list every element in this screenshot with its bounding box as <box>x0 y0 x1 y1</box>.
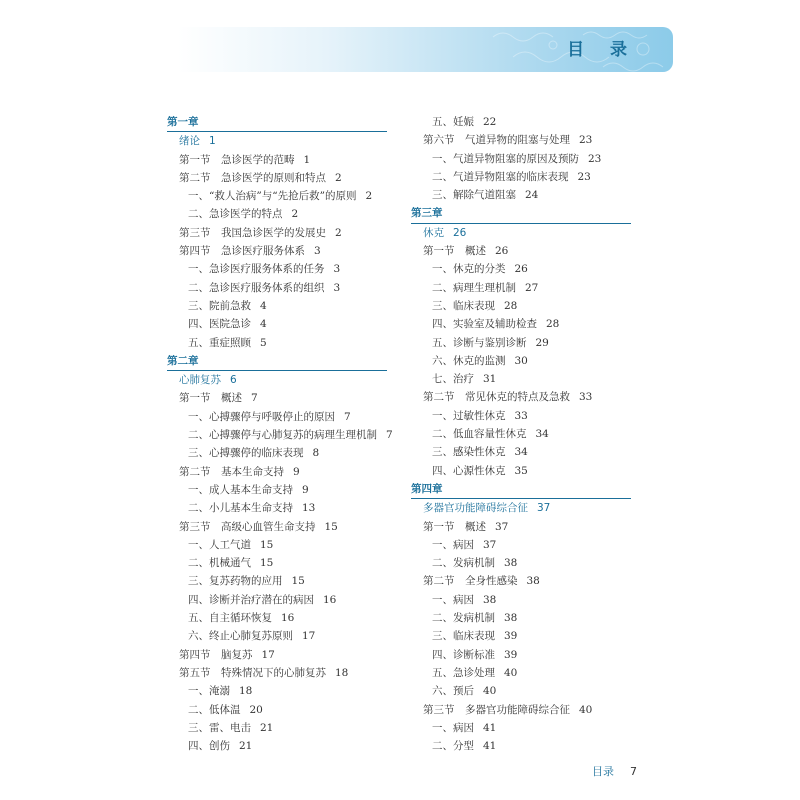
toc-chapter-title-box <box>423 499 550 517</box>
toc-entry-text: 第三节 多器官功能障碍综合征 <box>423 703 570 716</box>
toc-subsection-entry <box>167 481 393 499</box>
toc-section-entry <box>411 242 631 260</box>
toc-entry-page: 6 <box>230 374 237 387</box>
toc-entry-page: 38 <box>483 593 497 606</box>
toc-section-entry <box>411 701 631 719</box>
toc-entry-page: 5 <box>260 336 267 349</box>
chapter-label: 第一章 <box>167 116 199 128</box>
toc-entry-text: 六、预后 <box>432 685 474 698</box>
toc-subsection-entry <box>167 499 393 517</box>
toc-chapter-heading <box>411 480 631 499</box>
toc-entry-page: 4 <box>260 318 267 331</box>
toc-subsection-entry <box>167 591 393 609</box>
toc-subsection-entry <box>411 168 631 186</box>
chapter-label: 第二章 <box>167 354 199 367</box>
toc-entry-text: 绪论 <box>179 135 200 148</box>
toc-entry-text: 一、心搏骤停与呼吸停止的原因 <box>188 410 335 423</box>
toc-entry-page: 15 <box>324 520 338 533</box>
toc-entry-text: 第三节 高级心血管生命支持 <box>179 520 316 533</box>
toc-entry-page: 41 <box>483 721 497 734</box>
toc-entry-text: 一、急诊医疗服务体系的任务 <box>188 263 325 276</box>
toc-subsection-entry <box>411 370 631 388</box>
toc-entry-text: 一、“救人治病”与“先抢后救”的原则 <box>188 190 357 203</box>
toc-entry-page: 24 <box>525 189 539 202</box>
toc-entry-text: 心肺复苏 <box>179 374 221 387</box>
toc-entry-page: 26 <box>453 226 467 239</box>
toc-chapter-title <box>411 499 631 517</box>
toc-entry-page: 37 <box>537 502 551 515</box>
toc-chapter-title-box <box>179 132 216 150</box>
toc-entry-text: 第二节 常见休克的特点及急救 <box>423 391 570 404</box>
toc-entry-page: 40 <box>504 666 518 679</box>
toc-subsection-entry <box>411 150 631 168</box>
toc-entry-text: 三、临床表现 <box>432 299 495 312</box>
toc-entry-text: 二、小儿基本生命支持 <box>188 502 293 515</box>
toc-subsection-entry <box>411 609 631 627</box>
toc-entry-page: 17 <box>302 630 316 643</box>
toc-entry-text: 一、病因 <box>432 721 474 734</box>
toc-subsection-entry <box>167 279 393 297</box>
toc-subsection-entry <box>167 260 393 278</box>
page-footer <box>592 763 637 779</box>
toc-entry-page: 37 <box>483 538 497 551</box>
toc-entry-text: 四、诊断标准 <box>432 648 495 661</box>
toc-subsection-entry <box>411 682 631 700</box>
toc-entry-text: 一、成人基本生命支持 <box>188 483 293 496</box>
toc-chapter-title <box>411 224 631 242</box>
toc-section-entry <box>167 169 393 187</box>
toc-entry-page: 30 <box>514 354 528 367</box>
toc-entry-text: 三、复苏药物的应用 <box>188 575 283 588</box>
toc-entry-text: 五、重症照顾 <box>188 336 251 349</box>
toc-entry-page: 23 <box>588 152 602 165</box>
toc-entry-page: 41 <box>483 740 497 753</box>
toc-entry-page: 21 <box>239 740 253 753</box>
toc-subsection-entry <box>167 205 393 223</box>
toc-entry-text: 一、人工气道 <box>188 538 251 551</box>
toc-entry-text: 第二节 全身性感染 <box>423 575 518 588</box>
toc-entry-text: 三、心搏骤停的临床表现 <box>188 447 304 460</box>
toc-subsection-entry <box>411 664 631 682</box>
toc-section-entry <box>167 151 393 169</box>
toc-entry-text: 第一节 概述 <box>423 245 486 258</box>
toc-entry-page: 21 <box>260 721 274 734</box>
toc-entry-text: 一、过敏性休克 <box>432 409 506 422</box>
toc-subsection-entry <box>167 609 393 627</box>
toc-subsection-entry <box>411 186 631 204</box>
toc-subsection-entry <box>411 407 631 425</box>
toc-section-entry <box>167 463 393 481</box>
toc-entry-text: 第二节 急诊医学的原则和特点 <box>179 171 326 184</box>
toc-subsection-entry <box>411 334 631 352</box>
toc-entry-page: 34 <box>535 428 549 441</box>
header-band <box>178 27 673 72</box>
toc-entry-text: 第五节 特殊情况下的心肺复苏 <box>179 666 326 679</box>
toc-entry-page: 15 <box>260 557 274 570</box>
toc-entry-text: 第三节 我国急诊医学的发展史 <box>179 226 326 239</box>
toc-entry-page: 2 <box>291 208 299 221</box>
toc-entry-text: 第六节 气道异物的阻塞与处理 <box>423 134 570 147</box>
toc-entry-text: 六、休克的监测 <box>432 354 506 367</box>
toc-entry-page: 16 <box>281 612 295 625</box>
toc-entry-text: 二、急诊医疗服务体系的组织 <box>188 281 325 294</box>
toc-entry-page: 2 <box>335 226 342 239</box>
toc-entry-page: 1 <box>209 135 216 148</box>
toc-entry-text: 二、病理生理机制 <box>432 281 516 294</box>
toc-entry-page: 28 <box>504 299 518 312</box>
toc-entry-text: 五、妊娠 <box>432 116 474 128</box>
toc-subsection-entry <box>411 737 631 755</box>
toc-entry-text: 二、发病机制 <box>432 612 495 625</box>
toc-entry-text: 二、气道异物阻塞的临床表现 <box>432 170 569 183</box>
toc-entry-page: 39 <box>504 648 518 661</box>
toc-left-column <box>167 113 393 755</box>
toc-subsection-entry <box>411 443 631 461</box>
toc-section-entry <box>411 518 631 536</box>
toc-subsection-entry <box>167 572 393 590</box>
toc-subsection-entry <box>167 737 393 755</box>
toc-entry-page: 29 <box>535 336 549 349</box>
toc-entry-text: 多器官功能障碍综合征 <box>423 502 528 515</box>
toc-entry-text: 七、治疗 <box>432 373 474 386</box>
toc-entry-text: 第一节 概述 <box>423 520 486 533</box>
toc-entry-text: 一、淹溺 <box>188 685 230 698</box>
toc-entry-page: 3 <box>333 281 341 294</box>
toc-entry-page: 13 <box>302 502 316 515</box>
toc-entry-page: 34 <box>514 446 528 459</box>
toc-entry-text: 第二节 基本生命支持 <box>179 465 284 478</box>
toc-section-entry <box>167 664 393 682</box>
toc-entry-page: 2 <box>335 171 342 184</box>
toc-subsection-entry <box>167 682 393 700</box>
toc-entry-page: 16 <box>323 593 337 606</box>
toc-entry-page: 38 <box>526 575 540 588</box>
toc-subsection-entry <box>167 334 393 352</box>
toc-entry-text: 二、急诊医学的特点 <box>188 208 283 221</box>
toc-entry-page: 15 <box>291 575 305 588</box>
toc-subsection-entry <box>167 701 393 719</box>
toc-entry-text: 第四节 急诊医疗服务体系 <box>179 245 305 258</box>
toc-section-entry <box>167 646 393 664</box>
toc-chapter-title-box <box>423 224 466 242</box>
toc-subsection-entry <box>411 113 631 131</box>
toc-subsection-entry <box>411 462 631 480</box>
toc-entry-page: 3 <box>333 263 341 276</box>
toc-subsection-entry <box>411 279 631 297</box>
toc-entry-text: 四、医院急诊 <box>188 318 251 331</box>
toc-entry-page: 17 <box>261 648 275 661</box>
footer-label: 目录 <box>592 765 614 778</box>
toc-subsection-entry <box>411 591 631 609</box>
toc-entry-page: 8 <box>312 447 320 460</box>
toc-entry-page: 4 <box>260 299 267 312</box>
toc-subsection-entry <box>411 627 631 645</box>
toc-entry-page: 27 <box>525 281 539 294</box>
toc-entry-page: 26 <box>514 263 528 276</box>
toc-entry-text: 二、心搏骤停与心肺复苏的病理生理机制 <box>188 429 377 442</box>
chapter-label: 第四章 <box>411 482 443 495</box>
toc-entry-text: 五、自主循环恢复 <box>188 612 272 625</box>
toc-entry-text: 一、休克的分类 <box>432 263 506 276</box>
toc-subsection-entry <box>411 646 631 664</box>
toc-entry-text: 二、低体温 <box>188 703 241 716</box>
toc-entry-page: 26 <box>495 245 509 258</box>
toc-chapter-title-box <box>179 371 237 389</box>
toc-subsection-entry <box>167 719 393 737</box>
toc-entry-page: 15 <box>260 538 274 551</box>
toc-entry-page: 22 <box>483 116 497 128</box>
toc-entry-page: 9 <box>293 465 300 478</box>
toc-entry-text: 二、低血容量性休克 <box>432 428 527 441</box>
toc-entry-text: 二、机械通气 <box>188 557 251 570</box>
toc-entry-page: 38 <box>504 612 518 625</box>
toc-chapter-heading <box>167 113 387 132</box>
toc-section-entry <box>167 242 393 260</box>
toc-entry-text: 第一节 急诊医学的范畴 <box>179 153 295 166</box>
toc-entry-page: 39 <box>504 630 518 643</box>
toc-entry-page: 18 <box>239 685 253 698</box>
toc-chapter-heading <box>167 352 387 371</box>
toc-subsection-entry <box>167 297 393 315</box>
toc-subsection-entry <box>167 554 393 572</box>
toc-entry-text: 一、病因 <box>432 538 474 551</box>
toc-entry-text: 一、病因 <box>432 593 474 606</box>
toc-entry-page: 1 <box>303 153 311 166</box>
toc-subsection-entry <box>411 536 631 554</box>
toc-entry-page: 40 <box>579 703 593 716</box>
toc-entry-page: 31 <box>483 373 497 386</box>
toc-subsection-entry <box>411 260 631 278</box>
toc-entry-page: 35 <box>514 464 528 477</box>
toc-entry-page: 23 <box>579 134 593 147</box>
toc-section-entry <box>411 131 631 149</box>
toc-entry-page: 2 <box>365 190 373 203</box>
page-title: 目 录 <box>567 40 637 60</box>
toc-subsection-entry <box>167 627 393 645</box>
toc-subsection-entry <box>411 315 631 333</box>
toc-entry-text: 二、发病机制 <box>432 557 495 570</box>
toc-section-entry <box>411 388 631 406</box>
toc-entry-page: 28 <box>546 318 560 331</box>
toc-entry-page: 7 <box>386 429 393 442</box>
toc-subsection-entry <box>167 444 393 462</box>
toc-entry-page: 40 <box>483 685 497 698</box>
toc-entry-page: 33 <box>579 391 593 404</box>
toc-entry-text: 第四节 脑复苏 <box>179 648 253 661</box>
toc-subsection-entry <box>411 297 631 315</box>
toc-section-entry <box>411 572 631 590</box>
toc-right-column <box>411 113 631 755</box>
toc-chapter-heading <box>411 204 631 223</box>
toc-entry-page: 3 <box>314 245 321 258</box>
toc-section-entry <box>167 224 393 242</box>
toc-entry-page: 38 <box>504 557 518 570</box>
toc-subsection-entry <box>167 408 393 426</box>
footer-page-number: 7 <box>630 765 637 778</box>
toc-section-entry <box>167 518 393 536</box>
toc-entry-page: 33 <box>514 409 528 422</box>
toc-subsection-entry <box>411 352 631 370</box>
toc-entry-page: 37 <box>495 520 509 533</box>
toc-entry-text: 三、雷、电击 <box>188 721 251 734</box>
toc-entry-text: 三、院前急救 <box>188 299 251 312</box>
toc-entry-text: 三、解除气道阻塞 <box>432 189 516 202</box>
toc-subsection-entry <box>167 536 393 554</box>
toc-entry-text: 四、实验室及辅助检查 <box>432 318 537 331</box>
toc-entry-text: 五、急诊处理 <box>432 666 495 679</box>
toc-chapter-title <box>167 132 393 150</box>
toc-entry-text: 三、感染性休克 <box>432 446 506 459</box>
toc-entry-page: 23 <box>577 170 591 183</box>
toc-section-entry <box>167 389 393 407</box>
toc-entry-text: 一、气道异物阻塞的原因及预防 <box>432 152 579 165</box>
chapter-label: 第三章 <box>411 207 443 220</box>
toc-entry-text: 六、终止心肺复苏原则 <box>188 630 293 643</box>
toc-entry-text: 四、创伤 <box>188 740 230 753</box>
toc-entry-page: 7 <box>251 392 258 405</box>
toc-entry-text: 休克 <box>423 226 444 239</box>
toc-entry-page: 7 <box>344 410 351 423</box>
toc-subsection-entry <box>167 315 393 333</box>
toc-entry-text: 第一节 概述 <box>179 392 242 405</box>
toc-entry-page: 9 <box>302 483 309 496</box>
toc-subsection-entry <box>411 554 631 572</box>
toc-entry-text: 四、诊断并治疗潜在的病因 <box>188 593 314 606</box>
toc-subsection-entry <box>411 425 631 443</box>
toc-subsection-entry <box>411 719 631 737</box>
toc-entry-page: 20 <box>249 703 263 716</box>
toc-subsection-entry <box>167 187 393 205</box>
toc-entry-text: 三、临床表现 <box>432 630 495 643</box>
toc-entry-page: 18 <box>335 666 349 679</box>
toc-entry-text: 二、分型 <box>432 740 474 753</box>
toc-entry-text: 四、心源性休克 <box>432 464 506 477</box>
toc-subsection-entry <box>167 426 393 444</box>
toc-entry-text: 五、诊断与鉴别诊断 <box>432 336 527 349</box>
toc-chapter-title <box>167 371 393 389</box>
